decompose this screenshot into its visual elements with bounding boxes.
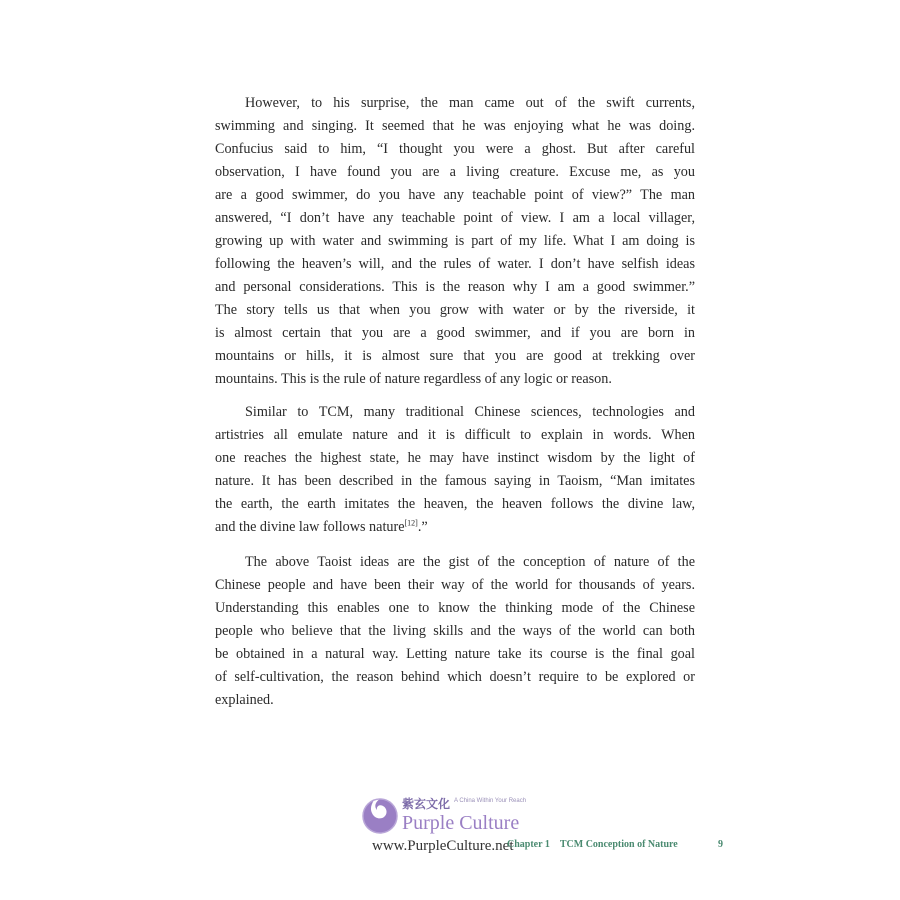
page-number: 9 <box>718 839 723 850</box>
line-text: and the divine law follows nature <box>215 519 405 535</box>
running-footer <box>507 839 678 850</box>
paragraph-line: nature. It has been described in the famous saying in Taoism, “Man imitates <box>215 473 695 489</box>
watermark-url[interactable]: www.PurpleCulture.net <box>372 838 514 854</box>
paragraph-line: The story tells us that when you grow with water or by the riverside, it <box>215 302 695 318</box>
watermark-chinese-name: 紫玄文化 <box>402 797 451 811</box>
paragraph-line: observation, I have found you are a living creature. Excuse me, as you <box>215 164 695 180</box>
paragraph-line: mountains or hills, it is almost sure that you are good at trekking over <box>215 348 695 364</box>
paragraph-line: people who believe that the living skills and the ways of the world can both <box>215 623 695 639</box>
paragraph-line: Confucius said to him, “I thought you were a ghost. But after careful <box>215 141 695 157</box>
chapter-label: Chapter 1 <box>507 839 550 850</box>
paragraph-line: explained. <box>215 692 274 708</box>
paragraph-line: Similar to TCM, many traditional Chinese sciences, technologies and <box>245 404 695 420</box>
paragraph-line: one reaches the highest state, he may have instinct wisdom by the light of <box>215 450 695 466</box>
paragraph-line: the earth, the earth imitates the heaven, the heaven follows the divine law, <box>215 496 695 512</box>
paragraph-line: of self-cultivation, the reason behind which doesn’t require to be explored or <box>215 669 695 685</box>
chapter-title: TCM Conception of Nature <box>559 839 678 850</box>
paragraph-line: be obtained in a natural way. Letting nature take its course is the final goal <box>215 646 695 662</box>
footnote-reference[interactable]: [12] <box>404 518 418 528</box>
paragraph-line: mountains. This is the rule of nature regardless of any logic or reason. <box>215 371 612 387</box>
paragraph-3 <box>215 551 695 712</box>
paragraph-line: growing up with water and swimming is part of my life. What I am doing is <box>215 233 695 249</box>
paragraph-line: artistries all emulate nature and it is difficult to explain in words. When <box>215 427 695 443</box>
paragraph-2 <box>215 401 695 539</box>
watermark-brand-name: Purple Culture <box>402 812 520 834</box>
paragraph-line: The above Taoist ideas are the gist of the conception of nature of the <box>245 554 695 570</box>
paragraph-line-with-footnote <box>215 516 695 539</box>
paragraph-line: is almost certain that you are a good swimmer, and if you are born in <box>215 325 695 341</box>
paragraph-line: Understanding this enables one to know the thinking mode of the Chinese <box>215 600 695 616</box>
paragraph-line: However, to his surprise, the man came out of the swift currents, <box>245 95 695 111</box>
paragraph-line: answered, “I don’t have any teachable point of view. I am a local villager, <box>215 210 695 226</box>
line-end: .” <box>417 519 428 535</box>
paragraph-line: are a good swimmer, do you have any teachable point of view?” The man <box>215 187 695 203</box>
paragraph-line: swimming and singing. It seemed that he was enjoying what he was doing. <box>215 118 695 134</box>
paragraph-line: Chinese people and have been their way of the world for thousands of years. <box>215 577 695 593</box>
purple-culture-logo-icon <box>360 796 400 836</box>
paragraph-1 <box>215 92 695 391</box>
paragraph-line: following the heaven’s will, and the rules of water. I don’t have selfish ideas <box>215 256 695 272</box>
paragraph-line: and personal considerations. This is the reason why I am a good swimmer.” <box>215 279 695 295</box>
watermark-tagline: A China Within Your Reach <box>454 798 527 804</box>
